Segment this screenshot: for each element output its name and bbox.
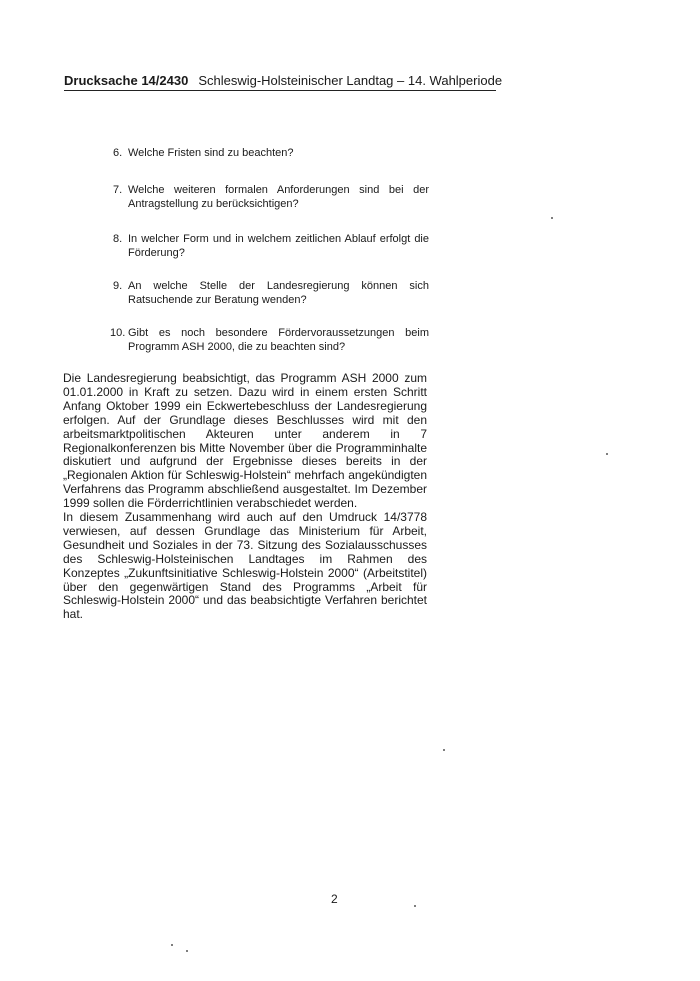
- question-text: Welche weiteren formalen Anforderungen sind bei der Antragstellung zu berücksichtigen?: [128, 184, 429, 210]
- page-header: [64, 73, 503, 91]
- list-item: [110, 326, 429, 354]
- question-text: Welche Fristen sind zu beachten?: [128, 147, 294, 159]
- list-item: [113, 146, 429, 160]
- question-number: 10.: [110, 327, 126, 339]
- question-text: An welche Stelle der Landesregierung können sich Ratsuchende zur Beratung wenden?: [128, 280, 429, 306]
- page-number: 2: [331, 892, 338, 906]
- parliament-title: Schleswig-Holsteinischer Landtag – 14. Wahlperiode: [198, 73, 503, 88]
- list-item: [113, 183, 429, 211]
- question-number: 9.: [113, 280, 123, 292]
- scan-speck: [171, 944, 173, 946]
- list-item: [113, 232, 429, 260]
- question-text: Gibt es noch besondere Fördervoraussetzungen beim Programm ASH 2000, die zu beachten sind?: [128, 327, 429, 353]
- scan-speck: [186, 950, 188, 952]
- scan-speck: [414, 905, 416, 907]
- question-number: 6.: [113, 147, 123, 159]
- scan-speck: [551, 217, 553, 219]
- scan-speck: [443, 749, 445, 751]
- body-paragraph: In diesem Zusammenhang wird auch auf den Umdruck 14/3778 verwiesen, auf dessen Grundlage das Ministerium für Arbeit, Gesundheit und Soziales in der 73. Sitzung des Sozialausschusses des Schleswig-Holsteinischen Landtages im Rahmen des Konzeptes „Zukunftsinitiative Schleswig-Holstein 2000“ (Arbeitstitel) über den gegenwärtigen Stand des Programms „Arbeit für Schleswig-Holstein 2000“ und das beabsichtigte Verfahren berichtet hat.: [63, 510, 427, 622]
- list-item: [113, 279, 429, 307]
- document-number: Drucksache 14/2430: [64, 73, 189, 88]
- question-text: In welcher Form und in welchem zeitlichen Ablauf erfolgt die Förderung?: [128, 233, 429, 259]
- question-number: 8.: [113, 233, 123, 245]
- body-paragraph: Die Landesregierung beabsichtigt, das Programm ASH 2000 zum 01.01.2000 in Kraft zu setzen. Dazu wird in einem ersten Schritt Anfang Oktober 1999 ein Eckwertebeschluss der Landesregierung erfolgen. Auf der Grundlage dieses Beschlusses wird mit den arbeitsmarktpolitischen Akteuren unter anderem in 7 Regionalkonferenzen bis Mitte November über die Programminhalte diskutiert und aufgrund der Ergebnisse dieses bereits in der „Regionalen Aktion für Schleswig-Holstein“ mehrfach angekündigten Verfahrens das Programm abschließend ausgestaltet. Im Dezember 1999 sollen die Förderrichtlinien verabschiedet werden.: [63, 371, 427, 511]
- scan-speck: [606, 453, 608, 455]
- question-number: 7.: [113, 184, 123, 196]
